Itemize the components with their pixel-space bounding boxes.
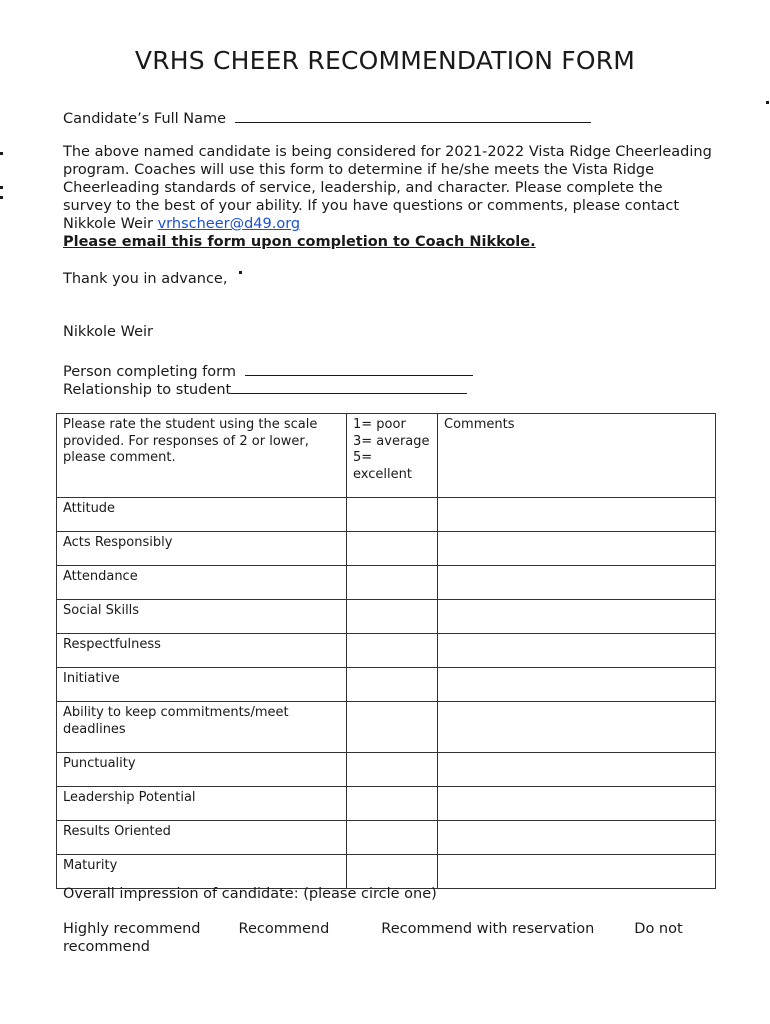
- table-row: [57, 498, 716, 532]
- comments-header: Comments: [438, 414, 716, 498]
- criterion-label: Punctuality: [57, 753, 347, 787]
- table-row: [57, 668, 716, 702]
- table-row: [57, 566, 716, 600]
- rating-cell[interactable]: [347, 532, 438, 566]
- form-title: VRHS CHEER RECOMMENDATION FORM: [134, 46, 636, 75]
- comment-cell[interactable]: [438, 566, 716, 600]
- comment-cell[interactable]: [438, 634, 716, 668]
- option-highly-recommend[interactable]: Highly recommend: [63, 921, 201, 937]
- comment-cell[interactable]: [438, 855, 716, 889]
- table-row: [57, 634, 716, 668]
- rating-cell[interactable]: [347, 668, 438, 702]
- margin-mark: [766, 101, 769, 104]
- rating-table: [56, 413, 716, 889]
- candidate-name-label: Candidate’s Full Name: [63, 111, 227, 127]
- comment-cell[interactable]: [438, 498, 716, 532]
- scale-item: 5= excellent: [353, 450, 412, 482]
- email-instruction: Please email this form upon completion to Coach Nikkole.: [63, 234, 536, 250]
- intro-paragraph: [63, 143, 713, 251]
- comment-cell[interactable]: [438, 532, 716, 566]
- table-header-row: [57, 414, 716, 498]
- comment-cell[interactable]: [438, 821, 716, 855]
- signature-name: Nikkole Weir: [63, 324, 153, 340]
- criterion-label: Results Oriented: [57, 821, 347, 855]
- rating-cell[interactable]: [347, 498, 438, 532]
- comment-cell[interactable]: [438, 668, 716, 702]
- candidate-name-field[interactable]: [235, 107, 591, 123]
- option-recommend-with-reservation[interactable]: Recommend with reservation: [381, 921, 595, 937]
- stray-mark: [239, 271, 242, 274]
- table-row: [57, 702, 716, 753]
- scale-item: 3= average: [353, 433, 430, 449]
- table-row: [57, 855, 716, 889]
- thanks-text: Thank you in advance,: [63, 271, 228, 287]
- comment-cell[interactable]: [438, 753, 716, 787]
- contact-email-link[interactable]: vrhscheer@d49.org: [157, 216, 301, 232]
- comment-cell[interactable]: [438, 600, 716, 634]
- person-completing-field[interactable]: [245, 360, 473, 376]
- comment-cell[interactable]: [438, 702, 716, 753]
- criterion-label: Maturity: [57, 855, 347, 889]
- scale-item: 1= poor: [353, 417, 406, 432]
- table-row: [57, 787, 716, 821]
- relationship-label: Relationship to student: [63, 382, 232, 398]
- candidate-name-row: [63, 107, 591, 128]
- criterion-label: Attitude: [57, 498, 347, 532]
- criterion-label: Attendance: [57, 566, 347, 600]
- rating-cell[interactable]: [347, 634, 438, 668]
- table-row: [57, 821, 716, 855]
- relationship-field[interactable]: [231, 378, 467, 394]
- intro-text: The above named candidate is being considered for 2021-2022 Vista Ridge Cheerleading program. Coaches will use this form to determine if he/she meets the Vista Ridge Cheerleading standards of service, leadership, and character. Please complete the survey to the best of your ability. If you have questions or comments, please contact Nikkole Weir: [63, 144, 712, 232]
- rating-cell[interactable]: [347, 600, 438, 634]
- margin-mark: [0, 186, 3, 189]
- recommendation-options: [63, 920, 703, 956]
- criterion-label: Acts Responsibly: [57, 532, 347, 566]
- rating-scale: [347, 414, 438, 498]
- overall-impression-label: Overall impression of candidate: (please circle one): [63, 886, 437, 902]
- criterion-label: Respectfulness: [57, 634, 347, 668]
- table-row: [57, 600, 716, 634]
- rating-instruction: Please rate the student using the scale provided. For responses of 2 or lower, please comment.: [57, 414, 347, 498]
- rating-cell[interactable]: [347, 566, 438, 600]
- rating-cell[interactable]: [347, 787, 438, 821]
- margin-mark: [0, 152, 3, 155]
- rating-cell[interactable]: [347, 753, 438, 787]
- rating-cell[interactable]: [347, 855, 438, 889]
- criterion-label: Social Skills: [57, 600, 347, 634]
- table-row: [57, 753, 716, 787]
- option-recommend[interactable]: Recommend: [238, 921, 330, 937]
- margin-mark: [0, 196, 3, 199]
- option-do-not-recommend[interactable]: Do not recommend: [63, 921, 683, 955]
- rating-cell[interactable]: [347, 702, 438, 753]
- criterion-label: Leadership Potential: [57, 787, 347, 821]
- person-completing-label: Person completing form: [63, 364, 236, 380]
- criterion-label: Initiative: [57, 668, 347, 702]
- relationship-row: [63, 378, 467, 399]
- table-row: [57, 532, 716, 566]
- comment-cell[interactable]: [438, 787, 716, 821]
- criterion-label: Ability to keep commitments/meet deadlines: [57, 702, 347, 753]
- rating-cell[interactable]: [347, 821, 438, 855]
